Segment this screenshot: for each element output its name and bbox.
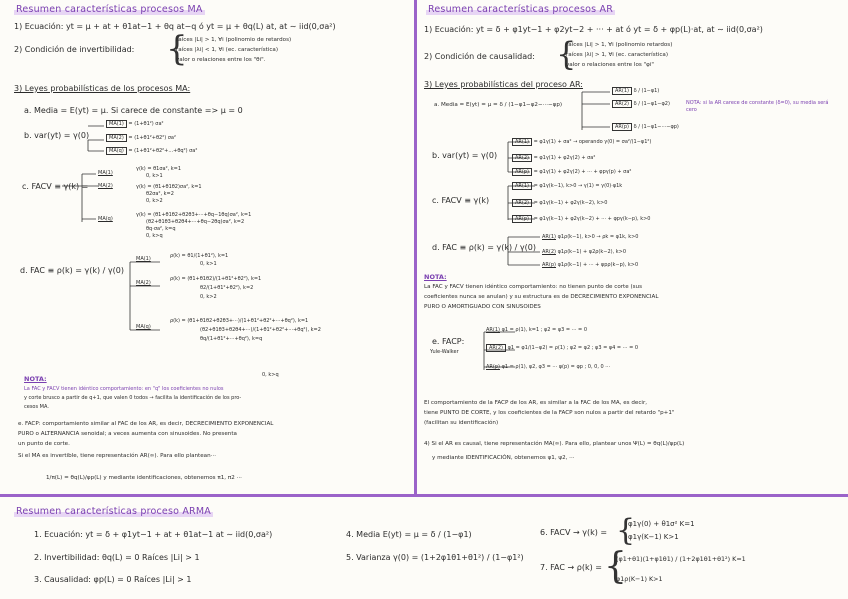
ar-fac-label: d. FAC ≡ ρ(k) = γ(k) / γ(0) bbox=[432, 243, 536, 252]
ma-final-line: 1/π(L) = θq(L)/φp(L) y mediante identificaciones, obtenemos π1, π2 ··· bbox=[46, 475, 242, 481]
ma-facv-tag: MA(1) bbox=[98, 170, 113, 176]
ma-fac-line: ρ(k) = (θ1+θ1θ2)/(1+θ1²+θ2²), k=1 bbox=[170, 276, 262, 282]
ma-fac-line: θq/(1+θ1²+···+θq²), k=q bbox=[200, 336, 263, 342]
ar-facp-tag: AR(2) bbox=[486, 344, 506, 352]
ar-facv-eq: = φ1γ(k−1) + φ2γ(k−2), k>0 bbox=[533, 200, 608, 206]
brace-icon: { bbox=[604, 546, 627, 587]
ma-inv-item: raíces |Li| > 1, ∀i (polinomio de retardos) bbox=[176, 37, 292, 43]
ar-conclusion-line: (facilitan su identificación) bbox=[424, 420, 499, 426]
ma-var-eq: = (1+θ1²+θ2²+...+θq²) σa² bbox=[128, 148, 198, 154]
ma-facv-label: c. FACV ≡ γ(k) = bbox=[22, 182, 89, 191]
ar-facp-eq: φ1 = ρ(1), φ2, φ3 = ··· φ(p) = φp ; 0, 0, 0 ··· bbox=[501, 364, 611, 370]
ar-facp-label: e. FACP: bbox=[432, 337, 465, 346]
ma-facv-line: 0, k>q bbox=[146, 233, 163, 239]
ma-facv-line: θ2σa², k=2 bbox=[146, 191, 174, 197]
ar-facp-method: Yule-Walker bbox=[430, 349, 459, 355]
ar-mean-eq: δ / (1−φ1) bbox=[633, 88, 660, 94]
ar-causality-label: 2) Condición de causalidad: bbox=[424, 52, 535, 61]
arma-fac-line: φ1ρ(K−1) K>1 bbox=[616, 575, 663, 583]
ma-note-line: La FAC y FACV tienen idéntico comportamiento: en "q" los coeficientes no nulos bbox=[24, 386, 224, 392]
ar-facp-tag: AR(p) bbox=[486, 364, 500, 370]
brace-icon: { bbox=[166, 29, 188, 69]
ma-variance-label: b. var(yt) = γ(0) bbox=[24, 131, 90, 140]
ar-facp-eq: φ1 = ρ(1), k=1 ; φ2 = φ3 = ··· = 0 bbox=[501, 327, 588, 333]
ar-var-tag: AR(1) bbox=[512, 138, 532, 146]
ma-title: Resumen características procesos MA bbox=[16, 4, 203, 15]
ma-fac-line: ρ(k) = (θ1+θ1θ2+θ2θ3+···)/(1+θ1²+θ2²+···+θq²), k=1 bbox=[170, 318, 309, 324]
ma-fac-line: 0, k>1 bbox=[200, 261, 217, 267]
ma-var-eq: = (1+θ1²+θ2²) σa² bbox=[128, 135, 176, 141]
ar-causal-line: 4) Si el AR es causal, tiene representación MA(∞). Para ello, plantear unos Ψ(L) = θq(L)/φp(L) bbox=[424, 441, 685, 447]
ar-title: Resumen características procesos AR bbox=[428, 4, 614, 15]
ar-var-tag: AR(2) bbox=[512, 154, 532, 162]
ar-conclusion-line: El comportamiento de la FACP de los AR, es similar a la FAC de los MA, es decir, bbox=[424, 400, 648, 406]
ar-note-line: La FAC y FACV tienen idéntico comportamiento: no tienen punto de corte (sus bbox=[424, 284, 643, 290]
arma-fac-label: 7. FAC → ρ(k) = bbox=[540, 563, 602, 572]
ar-caus-item: raíces |λi| > 1, ∀i (ec. característica) bbox=[566, 52, 669, 58]
ar-caus-item: raíces |Li| > 1, ∀i (polinomio retardos) bbox=[566, 42, 673, 48]
ma-facp-line: e. FACP: comportamiento similar al FAC de los AR, es decir, DECRECIMIENTO EXPONENCIAL bbox=[18, 421, 274, 427]
ma-facp-line: un punto de corte. bbox=[18, 441, 70, 447]
ma-inv-item: raíces |λi| < 1, ∀i (ec. característica) bbox=[176, 47, 279, 53]
ma-fac-tag: MA(q) bbox=[136, 324, 151, 330]
ma-facv-line: γ(k) = (θ1+θ1θ2+θ2θ3+···+θq−1θq)σa², k=1 bbox=[136, 212, 252, 218]
ma-invertibility-label: 2) Condición de invertibilidad: bbox=[14, 45, 135, 54]
ar-facp-tag: AR(1) bbox=[486, 327, 500, 333]
ma-fac-tag: MA(1) bbox=[136, 256, 151, 262]
ar-note-line: PURO O AMORTIGUADO CON SINUSOIDES bbox=[424, 304, 541, 310]
ar-facv-eq: = φ1γ(k−1), k>0 → γ(1) = γ(0)·φ1k bbox=[533, 183, 623, 189]
ar-fac-eq: φ1ρ(k−1), k>0 → ρk = φ1k, k>0 bbox=[557, 234, 639, 240]
ma-facv-line: θq·σa², k=q bbox=[146, 226, 176, 232]
ma-note-title: NOTA: bbox=[24, 375, 47, 383]
arma-item: 3. Causalidad: φp(L) = 0 Raíces |Li| > 1 bbox=[34, 575, 192, 584]
ar-conclusion-line: tiene PUNTO DE CORTE, y los coeficientes de la FACP son nulos a partir del retardo "p+1" bbox=[424, 410, 675, 416]
ma-note-line: cesos MA. bbox=[24, 404, 49, 410]
ar-mean-note: NOTA: si la AR carece de constante (δ=0), su media será cero bbox=[686, 100, 829, 113]
ar-mean-label: a. Media = E(yt) = μ = δ / (1−φ1−φ2−···−φp) bbox=[434, 102, 563, 108]
ar-equation: 1) Ecuación: yt = δ + φ1yt−1 + φ2yt−2 + ··· + at ó yt = δ + φp(L)·at, at ∼ iid(0,σa²) bbox=[424, 25, 763, 34]
ma-facv-line: γ(k) = (θ1+θ1θ2)σa², k=1 bbox=[136, 184, 202, 190]
ma-laws-heading: 3) Leyes probabilísticas de los procesos MA: bbox=[14, 84, 191, 93]
ar-mean-tag: AR(1) bbox=[612, 87, 632, 95]
ar-facv-tag: AR(1) bbox=[512, 182, 532, 190]
arma-facv-line: φ1γ(0) + θ1σ² K=1 bbox=[628, 520, 695, 528]
arma-item: 4. Media E(yt) = μ = δ / (1−φ1) bbox=[346, 530, 472, 539]
ar-variance-label: b. var(yt) = γ(0) bbox=[432, 151, 498, 160]
arma-item: 1. Ecuación: yt = δ + φ1yt−1 + at + θ1at−1 at ∼ iid(0,σa²) bbox=[34, 530, 273, 539]
ar-facv-label: c. FACV ≡ γ(k) bbox=[432, 196, 490, 205]
ma-equation: 1) Ecuación: yt = μ + at + θ1at−1 + θq at−q ó yt = μ + θq(L) at, at ∼ iid(0,σa²) bbox=[14, 22, 336, 31]
arma-facv-line: φ1γ(K−1) K>1 bbox=[628, 533, 679, 541]
ma-note-line: y corte brusco a partir de q+1, que valen 0 todos → facilita la identificación de los pro- bbox=[24, 395, 242, 401]
arma-item: 2. Invertibilidad: θq(L) = 0 Raíces |Li| > 1 bbox=[34, 553, 200, 562]
ar-fac-tag: AR(2) bbox=[542, 249, 556, 255]
ar-note-line: coeficientes nunca se anulan) y su estructura es de DECRECIMIENTO EXPONENCIAL bbox=[424, 294, 659, 300]
ma-var-tag: MA(1) bbox=[106, 120, 127, 128]
ma-facp-line: PURO o ALTERNANCIA senoidal; a veces aumenta con sinusoides. No presenta bbox=[18, 431, 237, 437]
ar-var-eq: = φ1γ(1) + σa² → operando γ(0) = σa²/(1−φ1²) bbox=[533, 139, 652, 145]
ar-facv-eq: = φ1γ(k−1) + φ2γ(k−2) + ··· + φpγ(k−p), k>0 bbox=[533, 216, 651, 222]
ar-facv-tag: AR(p) bbox=[512, 215, 532, 223]
ma-fac-line: 0, k>2 bbox=[200, 294, 217, 300]
ar-mean-eq: δ / (1−φ1−···−φp) bbox=[633, 124, 679, 130]
ma-facv-line: 0, k>1 bbox=[146, 173, 163, 179]
ma-facv-line: (θ2+θ1θ3+θ2θ4+···+θq−2θq)σa², k=2 bbox=[146, 219, 245, 225]
ar-mean-tag: AR(p) bbox=[612, 123, 632, 131]
ar-laws-heading: 3) Leyes probabilísticas del proceso AR: bbox=[424, 80, 583, 89]
ar-var-eq: = φ1γ(1) + φ2γ(2) + ··· + φpγ(p) + σa² bbox=[533, 169, 632, 175]
arma-fac-line: (φ1+θ1)(1+φ1θ1) / (1+2φ1θ1+θ1²) K=1 bbox=[616, 555, 746, 563]
ma-fac-label: d. FAC ≡ ρ(k) = γ(k) / γ(0) bbox=[20, 266, 124, 275]
ar-caus-item: valor o relaciones entre los "φi" bbox=[566, 62, 654, 68]
brace-icon: { bbox=[616, 513, 636, 548]
ar-facv-tag: AR(2) bbox=[512, 199, 532, 207]
ar-var-tag: AR(p) bbox=[512, 168, 532, 176]
ar-var-eq: = φ1γ(1) + φ2γ(2) + σa² bbox=[533, 155, 596, 161]
ar-fac-tag: AR(p) bbox=[542, 262, 556, 268]
ar-note-title: NOTA: bbox=[424, 273, 447, 281]
ma-facv-line: 0, k>2 bbox=[146, 198, 163, 204]
ma-inv-item: valor o relaciones entre los "θi". bbox=[176, 57, 266, 63]
ma-fac-line: ρ(k) = θ1/(1+θ1²), k=1 bbox=[170, 253, 229, 259]
arma-facv-label: 6. FACV → γ(k) = bbox=[540, 528, 608, 537]
ar-fac-eq: φ1ρ(k−1) + ··· + φpρ(k−p), k>0 bbox=[557, 262, 639, 268]
ma-facp-line: Si el MA es invertible, tiene representación AR(∞). Para ello plantean··· bbox=[18, 453, 216, 459]
ma-fac-line: (θ2+θ1θ3+θ2θ4+···)/(1+θ1²+θ2²+···+θq²), k=2 bbox=[200, 327, 321, 333]
ma-facv-line: γ(k) = θ1σa², k=1 bbox=[136, 166, 182, 172]
brace-icon: { bbox=[556, 35, 577, 73]
ar-mean-tag: AR(2) bbox=[612, 100, 632, 108]
ma-fac-tag: MA(2) bbox=[136, 280, 151, 286]
ma-var-eq: = (1+θ1²) σa² bbox=[128, 121, 164, 127]
ma-fac-line: 0, k>q bbox=[262, 372, 279, 378]
ma-var-tag: MA(2) bbox=[106, 134, 127, 142]
ar-causal-line: y mediante IDENTIFICACIÓN, obtenemos ψ1, ψ2, ··· bbox=[432, 455, 575, 461]
arma-item: 5. Varianza γ(0) = (1+2φ1θ1+θ1²) / (1−φ1²) bbox=[346, 553, 524, 562]
ar-fac-eq: φ1ρ(k−1) + φ2ρ(k−2), k>0 bbox=[557, 249, 627, 255]
arma-title: Resumen características proceso ARMA bbox=[16, 506, 211, 517]
ma-fac-line: θ2/(1+θ1²+θ2²), k=2 bbox=[200, 285, 254, 291]
ma-mean: a. Media = E(yt) = μ. Si carece de constante => μ = 0 bbox=[24, 106, 243, 115]
ma-var-tag: MA(q) bbox=[106, 147, 127, 155]
ar-mean-eq: δ / (1−φ1−φ2) bbox=[633, 101, 670, 107]
ma-facv-tag: MA(q) bbox=[98, 216, 113, 222]
ar-facp-eq: φ1 = φ1/(1−φ2) = ρ(1) ; φ2 = φ2 ; φ3 = φ4 = ··· = 0 bbox=[507, 345, 639, 351]
ar-fac-tag: AR(1) bbox=[542, 234, 556, 240]
ma-facv-tag: MA(2) bbox=[98, 183, 113, 189]
